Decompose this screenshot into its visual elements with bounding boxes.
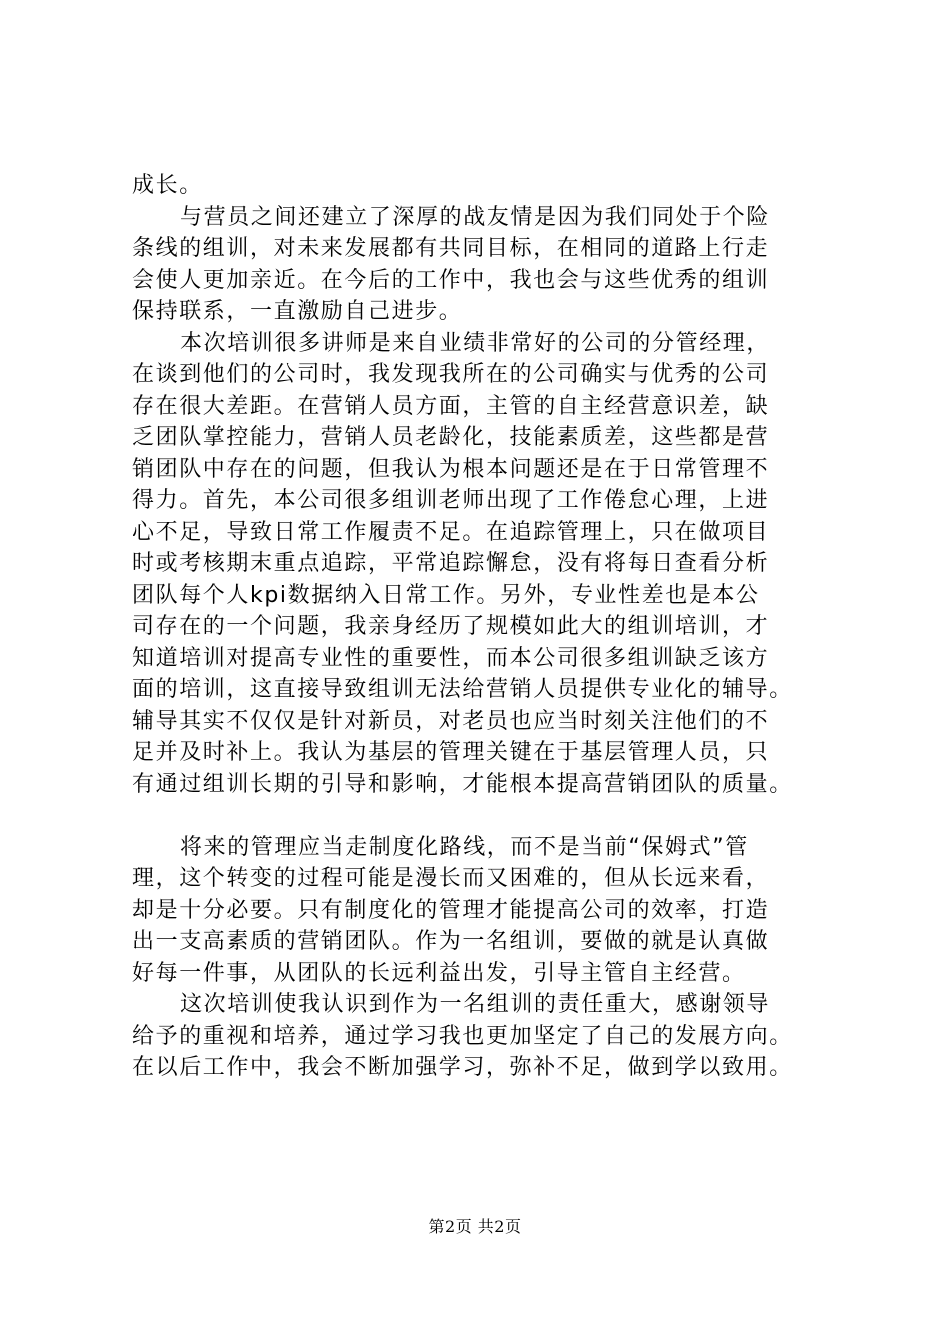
- text-line: 与营员之间还建立了深厚的战友情是因为我们同处于个险: [180, 204, 771, 230]
- page-footer: 第2页 共2页: [428, 1217, 522, 1236]
- text-line: 面的培训，这直接导致组训无法给营销人员提供专业化的辅导。: [132, 677, 793, 702]
- text-line: 好每一件事，从团队的长远利益出发，引导主管自主经营。: [132, 960, 746, 986]
- text-line: 给予的重视和培养，通过学习我也更加坚定了自己的发展方向。: [132, 1023, 793, 1049]
- text-line: 在以后工作中，我会不断加强学习，弥补不足，做到学以致用。: [132, 1055, 793, 1080]
- text-line: 本次培训很多讲师是来自业绩非常好的公司的分管经理，: [180, 330, 771, 356]
- text-line: 却是十分必要。只有制度化的管理才能提高公司的效率，打造: [132, 897, 770, 923]
- paragraph: [132, 989, 852, 1084]
- text-line: 乏团队掌控能力，营销人员老龄化，技能素质差，这些都是营: [132, 425, 770, 450]
- paragraph: [132, 832, 852, 990]
- text-line: 保持联系，一直激励自己进步。: [132, 299, 463, 324]
- text-line: 销团队中存在的问题，但我认为根本问题还是在于日常管理不: [132, 456, 770, 482]
- text-line: 会使人更加亲近。在今后的工作中，我也会与这些优秀的组训: [132, 267, 770, 293]
- text-line: 时或考核期末重点追踪，平常追踪懈怠，没有将每日查看分析: [132, 551, 770, 576]
- text-line: 成长。: [132, 173, 203, 198]
- text-line: 心不足，导致日常工作履责不足。在追踪管理上，只在做项目: [132, 519, 770, 545]
- text-line: 得力。首先，本公司很多组训老师出现了工作倦怠心理，上进: [132, 488, 770, 513]
- paragraph: [132, 202, 852, 328]
- text-line: 有通过组训长期的引导和影响，才能根本提高营销团队的质量。: [132, 771, 793, 797]
- paragraph: [132, 170, 852, 202]
- text-line: 司存在的一个问题，我亲身经历了规模如此大的组训培训，才: [132, 614, 770, 639]
- text-line: 出一支高素质的营销团队。作为一名组训，要做的就是认真做: [132, 929, 770, 954]
- text-line: 辅导其实不仅仅是针对新员，对老员也应当时刻关注他们的不: [132, 708, 770, 734]
- text-line: 条线的组训，对未来发展都有共同目标，在相同的道路上行走: [132, 236, 770, 261]
- paragraph: [132, 328, 852, 801]
- text-line: 理，这个转变的过程可能是漫长而又困难的，但从长远来看，: [132, 866, 770, 891]
- document-body: [132, 170, 852, 1084]
- text-line: 存在很大差距。在营销人员方面，主管的自主经营意识差，缺: [132, 393, 770, 419]
- text-line: 将来的管理应当走制度化路线，而不是当前“保姆式”管: [180, 834, 749, 860]
- text-line: 在谈到他们的公司时，我发现我所在的公司确实与优秀的公司: [132, 362, 770, 387]
- text-line: 这次培训使我认识到作为一名组训的责任重大，感谢领导: [180, 992, 771, 1017]
- paragraph-spacer: [132, 800, 852, 832]
- text-line: 团队每个人kpi数据纳入日常工作。另外，专业性差也是本公: [132, 582, 760, 608]
- text-line: 足并及时补上。我认为基层的管理关键在于基层管理人员，只: [132, 740, 770, 765]
- text-line: 知道培训对提高专业性的重要性，而本公司很多组训缺乏该方: [132, 645, 770, 671]
